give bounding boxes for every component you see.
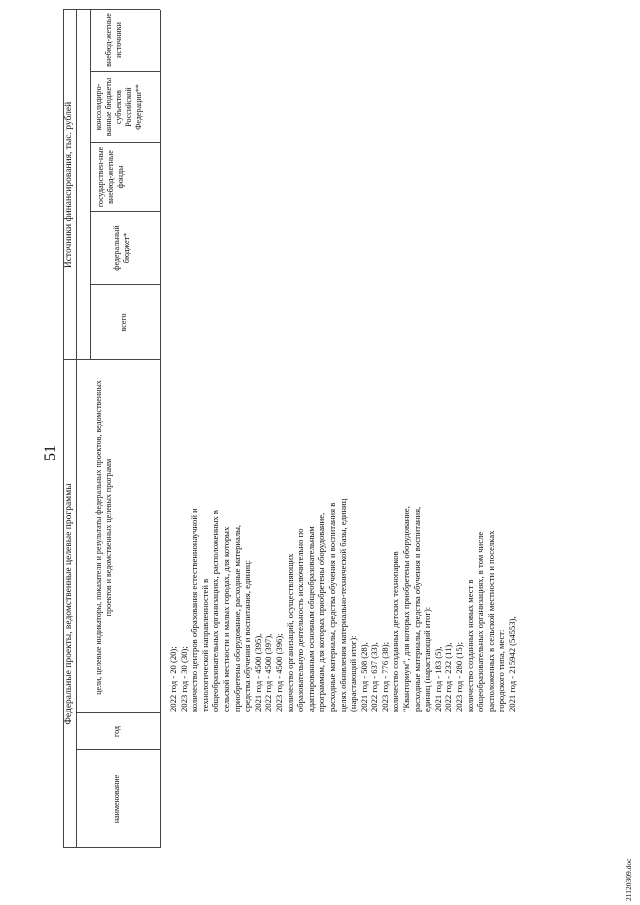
col-header-total: всего (119, 313, 128, 332)
indicator-line: городского типа, мест: (496, 629, 507, 712)
indicator-line: количество центров образования естественнонаучной и (189, 508, 200, 712)
indicator-line: 2022 год - 20 (20); (168, 646, 178, 712)
indicator-line: технологической направленностей в (199, 578, 210, 712)
indicator-line: общеобразовательных организациях, в том числе (475, 531, 486, 712)
indicator-line: расходные материалы, средства обучения и воспитания в (326, 502, 337, 712)
indicator-line: 2022 год - 637 (33), (369, 642, 380, 712)
indicator-line: средства обучения и воспитания, единиц: (242, 560, 253, 712)
indicator-line: 2023 год - 30 (30); (178, 646, 189, 712)
col-header-state-funds: государствен-ные внебюд-жетные фонды (96, 146, 125, 208)
indicator-line: общеобразовательных организациях, расположенных в (210, 510, 221, 712)
indicator-line: количество организаций, осуществляющих (284, 553, 295, 712)
indicator-line: количество созданных детских технопарков (390, 551, 401, 712)
indicator-line: сельской местности и малых городах, для которых (220, 526, 231, 712)
table-header-divider (76, 10, 77, 848)
indicator-line: программам, для которых приобретены оборудование, (316, 512, 327, 712)
indicator-line: адаптированным основным общеобразовательным (305, 526, 316, 712)
indicator-line: целях обновления материально-технической базы, единиц (337, 498, 348, 712)
col-header-goals: цели, целевые индикаторы, показатели и результаты федеральных проектов, ведомственных проектов и ведомственных целевых программ (94, 380, 113, 695)
col-divider-statefunds-regional (90, 142, 160, 143)
indicator-line: 2023 год - 4500 (396); (273, 633, 284, 712)
indicator-line: единиц (нарастающий итог): (422, 606, 433, 712)
indicator-line: 2023 год - 280 (15); (454, 642, 465, 712)
col-header-name: наименование (112, 774, 121, 824)
indicator-line: "Кванториум", для которых приобретены оборудование, (401, 506, 412, 712)
col-header-federal-budget: федеральный бюджет* (112, 225, 131, 271)
col-header-extra-sources: внебюд-жетные источники (104, 13, 123, 67)
indicator-line: 2022 год - 232 (11), (443, 642, 454, 712)
page-number: 51 (42, 445, 59, 461)
document-id: 21120309.doc (624, 858, 633, 901)
indicator-line: расходные материалы, средства обучения и воспитания, (411, 506, 422, 712)
indicator-line: расположенных в сельской местности и поселках (485, 530, 496, 712)
indicator-line: 2022 год - 4500 (397), (263, 633, 274, 712)
indicator-line: 2021 год - 4500 (395), (252, 633, 263, 712)
header-federal-projects: Федеральные проекты, ведомственные целевые программы (64, 483, 74, 725)
col-divider-regional-extra (90, 71, 160, 72)
indicator-line: 2021 год - 183 (5), (432, 646, 443, 712)
col-divider-goals-total (63, 359, 160, 360)
indicator-line: 2021 год - 508 (28), (358, 642, 369, 712)
indicator-line: 2021 год - 215942 (54553), (507, 616, 517, 712)
indicator-line: 2023 год - 776 (38); (379, 642, 390, 712)
header-funding-sources: Источники финансирования, тыс. рублей (64, 101, 74, 269)
indicator-line: образовательную деятельность исключительно по (295, 528, 306, 712)
indicators-list (168, 362, 518, 712)
funding-header-divider (90, 10, 91, 360)
col-divider-federal-statefunds (90, 211, 160, 212)
col-header-year: год (112, 726, 121, 737)
col-header-regional-budgets: консолидиро-ванные бюджеты субъектов Российской Федерации** (94, 77, 143, 137)
indicator-line: (нарастающий итог): (348, 635, 359, 712)
column-header-divider (160, 10, 161, 848)
indicator-line: количество созданных новых мест в (464, 579, 475, 712)
indicator-line: приобретены оборудование, расходные материалы, (231, 524, 242, 712)
